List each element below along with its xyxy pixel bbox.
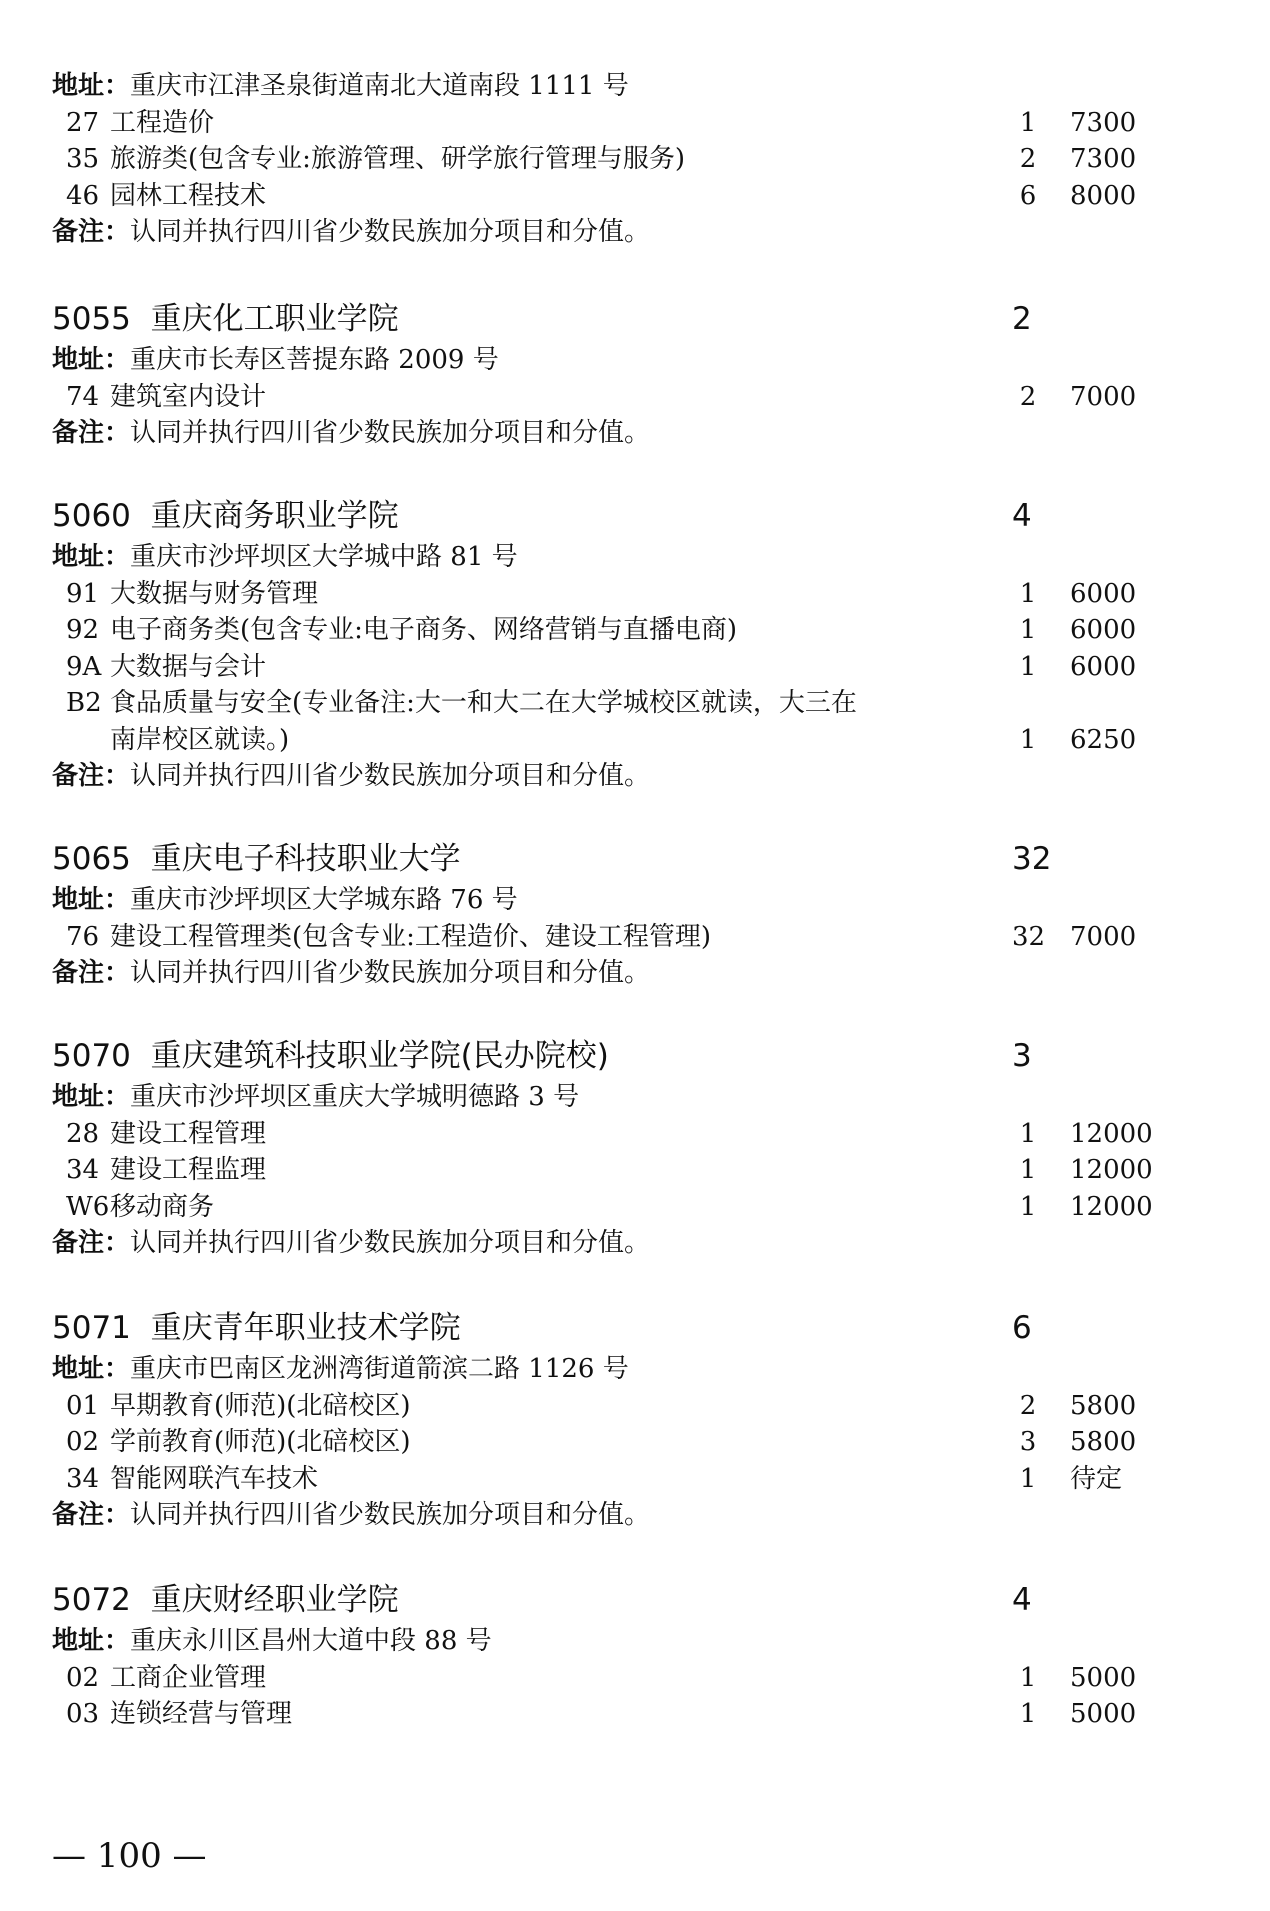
major-name: 旅游类(包含专业:旅游管理、研学旅行管理与服务) [110,144,686,174]
major-name: 移动商务 [110,1191,215,1222]
address-line-text: 重庆市巴南区龙洲湾街道箭滨二路 1126 号 [130,1354,629,1384]
school-code: 5060 [52,498,131,534]
major-name: 建设工程管理类(包含专业:工程造价、建设工程管理) [110,921,712,952]
address-line-text: 重庆市沙坪坝区大学城东路 76 号 [130,885,518,915]
major-name: 连锁经营与管理 [110,1699,293,1729]
major-code: B2 [66,688,102,718]
major-name: 学前教育(师范)(北碚校区) [110,1427,411,1457]
major-row [52,1461,1232,1497]
major-code: 46 [66,180,100,211]
school-code: 5072 [52,1582,131,1618]
major-row [52,685,1232,721]
note-line-label: 备注： [52,1228,131,1258]
major-fee: 7000 [1070,921,1137,952]
note-line-text: 认同并执行四川省少数民族加分项目和分值。 [130,418,651,448]
spacer [131,498,151,534]
major-code: 76 [66,921,100,952]
major-code: 35 [66,144,100,174]
school-name: 重庆建筑科技职业学院(民办院校) [150,1038,609,1074]
major-code: 28 [66,1118,100,1149]
major-quota: 1 [1019,1118,1037,1149]
school-name: 重庆商务职业学院 [150,498,399,534]
major-fee: 6000 [1070,615,1137,645]
major-row [52,919,1232,955]
school-name: 重庆化工职业学院 [150,301,399,337]
address-line-text: 重庆市沙坪坝区重庆大学城明德路 3 号 [130,1082,580,1112]
major-quota: 1 [1019,615,1037,645]
note-line-label: 备注： [52,761,131,791]
address-line-label: 地址： [52,345,131,375]
major-quota: 1 [1019,107,1037,138]
address-line [52,882,1232,918]
major-quota: 1 [1019,1662,1037,1693]
major-name: 园林工程技术 [110,180,267,211]
address-line-label: 地址： [52,1626,131,1656]
address-line [52,1079,1232,1115]
note-line [52,415,1232,451]
major-name: 电子商务类(包含专业:电子商务、网络营销与直播电商) [110,615,738,645]
major-row [52,576,1232,612]
major-quota: 2 [1019,1390,1037,1421]
school-name: 重庆电子科技职业大学 [150,841,461,877]
address-line [52,1623,1232,1659]
school-count: 3 [1012,1038,1032,1074]
major-row [52,1424,1232,1460]
major-name: 早期教育(师范)(北碚校区) [110,1390,411,1421]
school-code: 5070 [52,1038,131,1074]
spacer [131,1038,151,1074]
note-line-text: 认同并执行四川省少数民族加分项目和分值。 [130,1500,651,1530]
major-fee: 5800 [1070,1427,1137,1457]
address-line-text: 重庆市江津圣泉街道南北大道南段 1111 号 [130,71,629,101]
major-fee: 6000 [1070,651,1137,682]
note-line [52,758,1232,794]
major-quota: 1 [1019,1155,1037,1185]
address-line [52,68,1232,104]
major-name: 智能网联汽车技术 [110,1463,319,1494]
major-row [52,105,1232,141]
major-quota: 6 [1019,180,1037,211]
major-row [52,1388,1232,1424]
major-row [52,178,1232,214]
major-fee: 12000 [1070,1191,1153,1222]
spacer [131,1582,151,1618]
note-line-label: 备注： [52,217,131,247]
major-row [52,1660,1232,1696]
major-name-continued: 南岸校区就读。) [110,724,290,755]
major-code: 27 [66,107,100,138]
address-line-label: 地址： [52,71,131,101]
address-line [52,342,1232,378]
note-line [52,1225,1232,1261]
major-code: 92 [66,615,100,645]
major-fee: 7000 [1070,381,1137,412]
major-quota: 1 [1019,1699,1037,1729]
major-quota: 2 [1019,144,1037,174]
major-name: 建设工程监理 [110,1155,267,1185]
note-line-text: 认同并执行四川省少数民族加分项目和分值。 [130,958,651,988]
address-line-text: 重庆市沙坪坝区大学城中路 81 号 [130,542,518,572]
major-code: 03 [66,1699,100,1729]
major-fee: 待定 [1070,1463,1123,1494]
major-quota: 2 [1019,381,1037,412]
major-fee: 12000 [1070,1118,1153,1149]
major-fee: 7300 [1070,107,1137,138]
school-header [52,495,1232,537]
address-line [52,1351,1232,1387]
school-header [52,1579,1232,1621]
note-line [52,214,1232,250]
school-header [52,1035,1232,1077]
school-count: 2 [1012,301,1032,337]
major-row [52,1189,1232,1225]
page-number: — 100 — [52,1836,207,1876]
major-name: 建设工程管理 [110,1118,267,1149]
school-header [52,298,1232,340]
major-code: W6 [66,1191,110,1222]
major-row [52,1116,1232,1152]
address-line-label: 地址： [52,1354,131,1384]
major-code: 01 [66,1390,100,1421]
note-line [52,955,1232,991]
major-quota: 1 [1019,651,1037,682]
school-count: 4 [1012,498,1032,534]
spacer [131,301,151,337]
school-header [52,838,1232,880]
school-count: 32 [1012,841,1052,877]
major-quota: 3 [1019,1427,1037,1457]
address-line [52,539,1232,575]
note-line-text: 认同并执行四川省少数民族加分项目和分值。 [130,761,651,791]
school-name: 重庆财经职业学院 [150,1582,399,1618]
school-header [52,1307,1232,1349]
major-fee: 12000 [1070,1155,1153,1185]
major-fee: 6250 [1070,724,1137,755]
major-code: 9A [66,651,102,682]
major-row [52,379,1232,415]
major-code: 02 [66,1662,100,1693]
major-fee: 8000 [1070,180,1137,211]
school-code: 5055 [52,301,131,337]
address-line-label: 地址： [52,1082,131,1112]
major-name: 建筑室内设计 [110,381,267,412]
major-name: 大数据与财务管理 [110,578,319,609]
major-name: 大数据与会计 [110,651,267,682]
major-row [52,1152,1232,1188]
major-fee: 7300 [1070,144,1137,174]
note-line [52,1497,1232,1533]
note-line-text: 认同并执行四川省少数民族加分项目和分值。 [130,217,651,247]
major-code: 34 [66,1463,100,1494]
address-line-label: 地址： [52,885,131,915]
major-name: 食品质量与安全(专业备注:大一和大二在大学城校区就读，大三在 [110,688,857,718]
note-line-text: 认同并执行四川省少数民族加分项目和分值。 [130,1228,651,1258]
major-quota: 32 [1012,921,1046,952]
major-code: 74 [66,381,100,412]
major-quota: 1 [1019,1191,1037,1222]
major-name: 工程造价 [110,107,215,138]
major-row [52,1696,1232,1732]
school-code: 5071 [52,1310,131,1346]
school-code: 5065 [52,841,131,877]
major-code: 02 [66,1427,100,1457]
major-code: 91 [66,578,100,609]
major-fee: 5000 [1070,1662,1137,1693]
major-fee: 5800 [1070,1390,1137,1421]
school-name: 重庆青年职业技术学院 [150,1310,461,1346]
address-line-label: 地址： [52,542,131,572]
note-line-label: 备注： [52,418,131,448]
spacer [131,1310,151,1346]
major-quota: 1 [1019,1463,1037,1494]
school-count: 4 [1012,1582,1032,1618]
major-fee: 6000 [1070,578,1137,609]
major-row [52,649,1232,685]
spacer [131,841,151,877]
major-name: 工商企业管理 [110,1662,267,1693]
major-fee: 5000 [1070,1699,1137,1729]
major-quota: 1 [1019,724,1037,755]
major-row [52,612,1232,648]
note-line-label: 备注： [52,958,131,988]
address-line-text: 重庆市长寿区菩提东路 2009 号 [130,345,499,375]
major-row [52,141,1232,177]
major-row-continued [52,722,1232,758]
school-count: 6 [1012,1310,1032,1346]
major-quota: 1 [1019,578,1037,609]
address-line-text: 重庆永川区昌州大道中段 88 号 [130,1626,492,1656]
major-code: 34 [66,1155,100,1185]
note-line-label: 备注： [52,1500,131,1530]
